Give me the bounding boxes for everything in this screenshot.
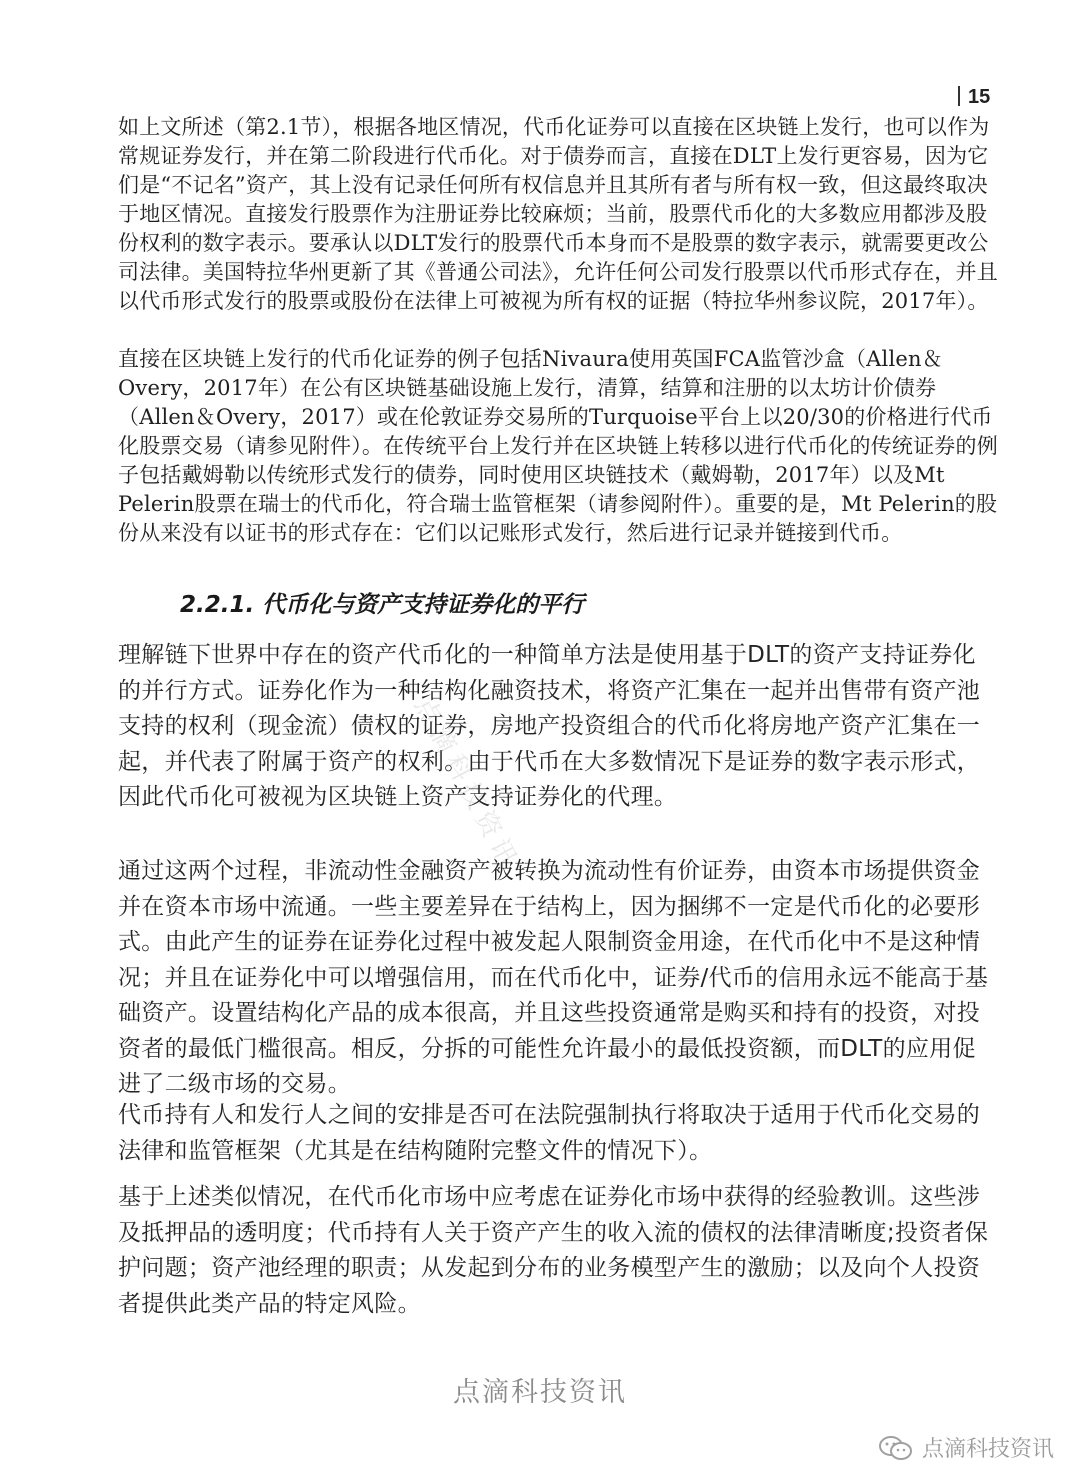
page-number-divider [958,86,960,106]
footer-brand [878,1432,1054,1463]
section-heading: 2.2.1. 代币化与资产支持证券化的平行 [180,592,585,618]
page-number-value: 15 [968,86,991,108]
page-number [958,86,990,109]
paragraph-securitization-parallel: 理解链下世界中存在的资产代币化的一种简单方法是使用基于DLT的资产支持证券化的并行方式。证券化作为一种结构化融资技术，将资产汇集在一起并出售带有资产池支持的权利（现金流）债权的证券，房地产投资组合的代币化将房地产资产汇集在一起，并代表了附属于资产的权利。由于代币在大多数情况下是证券的数字表示形式，因此代币化可被视为区块链上资产支持证券化的代理。 [118,642,981,810]
paragraph-enforceability: 代币持有人和发行人之间的安排是否可在法院强制执行将取决于适用于代币化交易的法律和监管框架（尤其是在结构随附完整文件的情况下）。 [118,1102,981,1164]
paragraph-liquidity-differences: 通过这两个过程，非流动性金融资产被转换为流动性有价证券，由资本市场提供资金并在资本市场中流通。一些主要差异在于结构上，因为捆绑不一定是代币化的必要形式。由此产生的证券在证券化过程中被发起人限制资金用途，在代币化中不是这种情况；并且在证券化中可以增强信用，而在代币化中，证券/代币的信用永远不能高于基础资产。设置结构化产品的成本很高，并且这些投资通常是购买和持有的投资，对投资者的最低门槛很高。相反，分拆的可能性允许最小的最低投资额，而DLT的应用促进了二级市场的交易。 [118,858,989,1097]
footer-brand-name: 点滴科技资讯 [921,1437,1054,1462]
footer-title: 点滴科技资讯 [453,1377,627,1408]
wechat-icon [878,1435,914,1461]
center-watermark: 点滴科技资讯 [408,692,525,877]
paragraph-lessons-learned: 基于上述类似情况，在代币化市场中应考虑在证券化市场中获得的经验教训。这些涉及抵押品的透明度；代币持有人关于资产产生的收入流的债权的法律清晰度;投资者保护问题；资产池经理的职责；从发起到分布的业务模型产生的激励；以及向个人投资者提供此类产品的特定风险。 [118,1184,989,1317]
paragraph-tokenized-examples: 直接在区块链上发行的代币化证券的例子包括Nivaura使用英国FCA监管沙盒（Allen＆Overy，2017年）在公有区块链基础设施上发行，清算，结算和注册的以太坊计价债券（Allen＆Overy，2017）或在伦敦证券交易所的Turquoise平台上以20/30的价格进行代币化股票交易（请参见附件）。在传统平台上发行并在区块链上转移以进行代币化的传统证券的例子包括戴姆勒以传统形式发行的债券，同时使用区块链技术（戴姆勒，2017年）以及Mt Pelerin股票在瑞士的代币化，符合瑞士监管框架（请参阅附件）。重要的是，Mt Pelerin的股份从来没有以证书的形式存在：它们以记账形式发行，然后进行记录并链接到代币。 [118,347,998,545]
paragraph-issuance-overview: 如上文所述（第2.1节），根据各地区情况，代币化证券可以直接在区块链上发行，也可以作为常规证券发行，并在第二阶段进行代币化。对于债券而言，直接在DLT上发行更容易，因为它们是“不记名”资产，其上没有记录任何所有权信息并且其所有者与所有权一致，但这最终取决于地区情况。直接发行股票作为注册证券比较麻烦；当前，股票代币化的大多数应用都涉及股份权利的数字表示。要承认以DLT发行的股票代币本身而不是股票的数字表示，就需要更改公司法律。美国特拉华州更新了其《普通公司法》，允许任何公司发行股票以代币形式存在，并且以代币形式发行的股票或股份在法律上可被视为所有权的证据（特拉华州参议院，2017年）。 [118,115,998,313]
